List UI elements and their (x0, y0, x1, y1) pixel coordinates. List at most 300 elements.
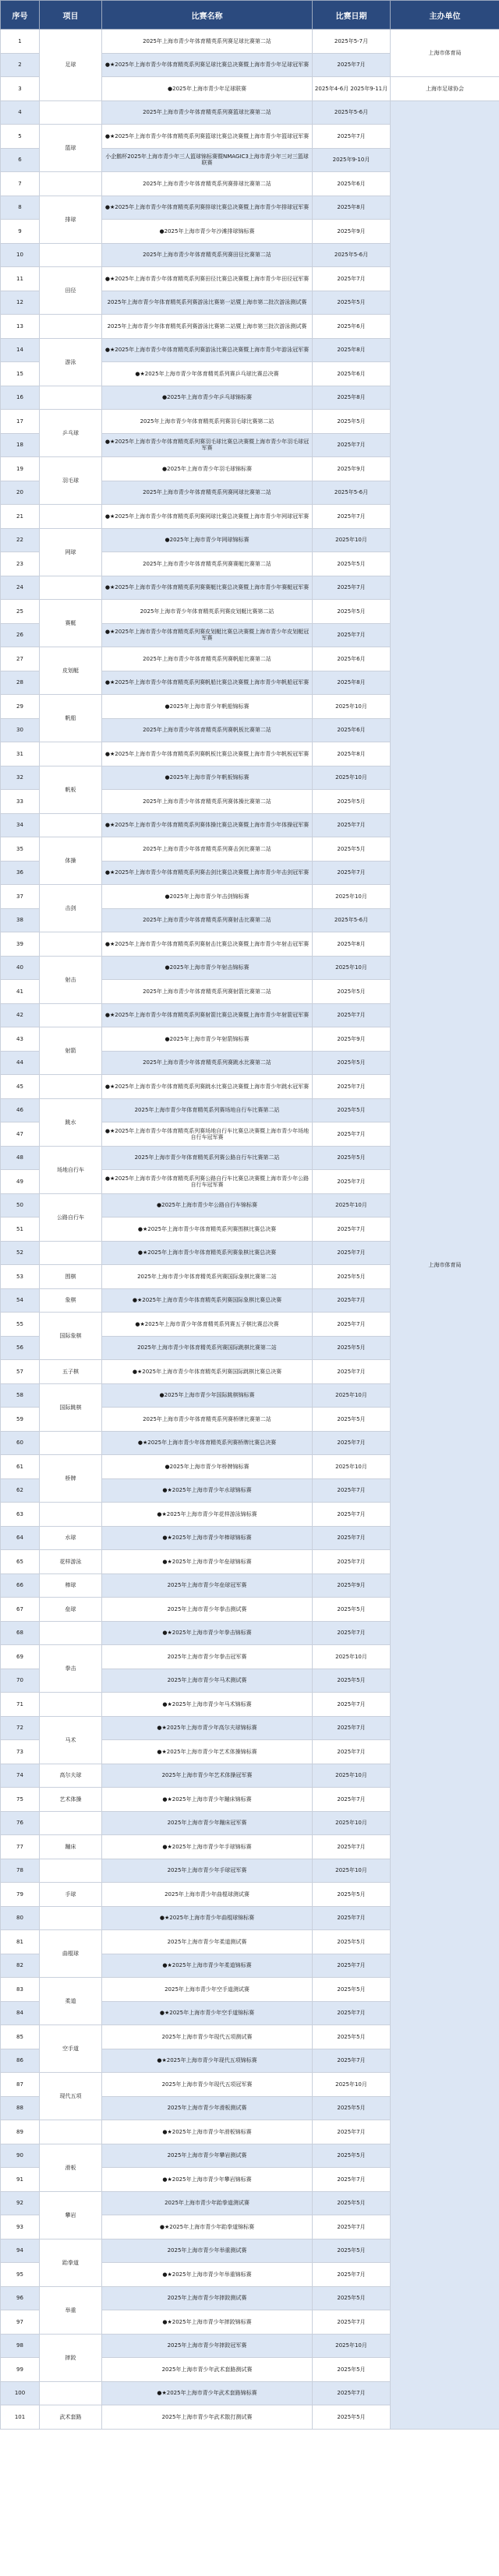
competition-date: 2025年5月 (313, 980, 391, 1004)
project-cell: 拳击 (40, 1645, 102, 1693)
row-number: 64 (1, 1526, 40, 1550)
row-number: 41 (1, 980, 40, 1004)
competition-name: ●★2025年上海市青少年体育精英系列赛桥牌比赛总决赛 (102, 1431, 313, 1455)
table-row (1, 30, 499, 54)
competition-date: 2025年7月 (313, 1075, 391, 1099)
project-cell: 足球 (40, 30, 102, 101)
competition-name: 2025年上海市青少年体育精英系列赛羽毛球比赛第二站 (102, 410, 313, 434)
competition-date: 2025年5-6月 (313, 243, 391, 267)
table-row (1, 100, 499, 125)
competition-name: 2025年上海市青少年马术测试赛 (102, 1669, 313, 1693)
competition-date: 2025年7月 (313, 1478, 391, 1503)
row-number: 91 (1, 2168, 40, 2192)
competition-date: 2025年7月 (313, 505, 391, 529)
competition-name: 2025年上海市青少年体育精英系列赛国际象棋比赛第二站 (102, 1265, 313, 1289)
competition-date: 2025年10月 (313, 1764, 391, 1788)
competition-name: 2025年上海市青少年拳击冠军赛 (102, 1645, 313, 1669)
project-cell: 蹦床 (40, 1835, 102, 1859)
project-cell: 田径 (40, 267, 102, 315)
competition-date: 2025年7月 (313, 2168, 391, 2192)
row-number: 97 (1, 2310, 40, 2335)
competition-date: 2025年7月 (313, 1313, 391, 1337)
row-number: 3 (1, 77, 40, 101)
row-number: 51 (1, 1218, 40, 1242)
project-cell (40, 1811, 102, 1835)
competition-date: 2025年7月 (313, 267, 391, 291)
row-number: 5 (1, 125, 40, 149)
competition-name: ●★2025年上海市青少年体育精英系列赛帆板比赛总决赛暨上海市青少年帆板冠军赛 (102, 742, 313, 766)
competition-date: 2025年7月 (313, 2381, 391, 2405)
competition-name: 2025年上海市青少年体育精英系列赛击剑比赛第二站 (102, 837, 313, 862)
row-number: 50 (1, 1193, 40, 1218)
project-cell: 空手道 (40, 2025, 102, 2073)
competition-date: 2025年5月 (313, 790, 391, 814)
row-number: 99 (1, 2358, 40, 2382)
row-number: 101 (1, 2405, 40, 2430)
competition-name: ●★2025年上海市青少年艺术体操锦标赛 (102, 1740, 313, 1764)
row-number: 25 (1, 600, 40, 624)
competition-name: 2025年上海市青少年体育精英系列赛皮划艇比赛第二站 (102, 600, 313, 624)
competition-name: ●★2025年上海市青少年体育精英系列赛皮划艇比赛总决赛暨上海市青少年皮划艇冠军赛 (102, 623, 313, 647)
row-number: 48 (1, 1146, 40, 1170)
project-cell (40, 505, 102, 529)
competition-date: 2025年5月 (313, 1051, 391, 1075)
competition-date: 2025年7月 (313, 1431, 391, 1455)
project-cell (40, 172, 102, 196)
project-cell: 击剑 (40, 885, 102, 932)
row-number: 93 (1, 2215, 40, 2239)
competition-name: 2025年上海市青少年拳击测试赛 (102, 1598, 313, 1622)
row-number: 86 (1, 2049, 40, 2073)
competition-date: 2025年9月 (313, 220, 391, 244)
project-cell (40, 100, 102, 125)
competition-date: 2025年7月 (313, 2049, 391, 2073)
competition-date: 2025年5月 (313, 1978, 391, 2002)
competition-name: 2025年上海市青少年武术套路测试赛 (102, 2358, 313, 2382)
competition-date: 2025年7月 (313, 2215, 391, 2239)
competition-date: 2025年7月 (313, 2310, 391, 2335)
competition-name: ●★2025年上海市青少年体育精英系列赛跳水比赛总决赛暨上海市青少年跳水冠军赛 (102, 1075, 313, 1099)
row-number: 77 (1, 1835, 40, 1859)
competition-date: 2025年7月 (313, 1716, 391, 1740)
row-number: 96 (1, 2286, 40, 2310)
competition-date: 2025年10月 (313, 2073, 391, 2097)
competition-date: 2025年7月 (313, 623, 391, 647)
row-number: 82 (1, 1954, 40, 1978)
header-host: 主办单位 (391, 1, 499, 30)
competition-date: 2025年7月 (313, 1503, 391, 1527)
project-cell: 游泳 (40, 338, 102, 386)
competition-name: 2025年上海市青少年体育精英系列赛射击比赛第二站 (102, 908, 313, 932)
competition-name: ●★2025年上海市青少年体育精英系列赛乒乓球比赛总决赛 (102, 362, 313, 386)
competition-name: ●★2025年上海市青少年体育精英系列赛击剑比赛总决赛暨上海市青少年击剑冠军赛 (102, 861, 313, 885)
competition-date: 2025年7月 (313, 1906, 391, 1930)
row-number: 40 (1, 956, 40, 980)
competition-date: 2025年9月 (313, 1027, 391, 1052)
competition-name: ●2025年上海市青少年击剑锦标赛 (102, 885, 313, 909)
project-cell: 滑板 (40, 2144, 102, 2191)
project-cell (40, 2120, 102, 2144)
header-name: 比赛名称 (102, 1, 313, 30)
competition-name: 2025年上海市青少年体育精英系列赛帆船比赛第二站 (102, 647, 313, 671)
row-number: 32 (1, 766, 40, 790)
competition-date: 2025年5-7月 (313, 30, 391, 54)
row-number: 49 (1, 1170, 40, 1194)
header-date: 比赛日期 (313, 1, 391, 30)
competition-name: 2025年上海市青少年体育精英系列赛足球比赛第二站 (102, 30, 313, 54)
competition-name: ●★2025年上海市青少年举重锦标赛 (102, 2263, 313, 2287)
competition-date: 2025年7月 (313, 53, 391, 77)
competition-date: 2025年5月 (313, 1408, 391, 1432)
competition-name: ●★2025年上海市青少年空手道锦标赛 (102, 2001, 313, 2025)
row-number: 11 (1, 267, 40, 291)
row-number: 28 (1, 671, 40, 695)
competition-name: 2025年上海市青少年体育精英系列赛帆板比赛第二站 (102, 718, 313, 742)
competition-date: 2025年5-6月 (313, 481, 391, 505)
competition-name: 2025年上海市青少年体育精英系列赛赛艇比赛第二站 (102, 552, 313, 576)
table-body (1, 30, 499, 2430)
row-number: 78 (1, 1859, 40, 1883)
competition-name: ●★2025年上海市青少年体育精英系列赛围棋比赛总决赛 (102, 1218, 313, 1242)
competition-name: 2025年上海市青少年体育精英系列赛公路自行车比赛第二站 (102, 1146, 313, 1170)
row-number: 71 (1, 1693, 40, 1717)
project-cell: 手球 (40, 1883, 102, 1907)
row-number: 1 (1, 30, 40, 54)
project-cell: 场地自行车 (40, 1146, 102, 1193)
project-cell (40, 1859, 102, 1883)
competition-date: 2025年10月 (313, 956, 391, 980)
competition-name: ●★2025年上海市青少年高尔夫球锦标赛 (102, 1716, 313, 1740)
competition-name: 2025年上海市青少年体育精英系列赛体操比赛第二站 (102, 790, 313, 814)
project-cell: 垒球 (40, 1598, 102, 1622)
row-number: 27 (1, 647, 40, 671)
competition-name: ●★2025年上海市青少年体育精英系列赛田径比赛总决赛暨上海市青少年田径冠军赛 (102, 267, 313, 291)
competition-date: 2025年9月 (313, 457, 391, 481)
competition-date: 2025年7月 (313, 125, 391, 149)
competition-date: 2025年10月 (313, 2334, 391, 2358)
competition-date: 2025年7月 (313, 1170, 391, 1194)
project-cell (40, 1693, 102, 1717)
competition-date: 2025年5月 (313, 2239, 391, 2263)
row-number: 46 (1, 1098, 40, 1122)
competition-name: ●★2025年上海市青少年体育精英系列赛羽毛球比赛总决赛暨上海市青少年羽毛球冠军赛 (102, 433, 313, 457)
competition-name: ●2025年上海市青少年射击锦标赛 (102, 956, 313, 980)
competition-date: 2025年4-6月 2025年9-11月 (313, 77, 391, 101)
project-cell (40, 813, 102, 837)
project-cell: 围棋 (40, 1265, 102, 1289)
row-number: 34 (1, 813, 40, 837)
project-cell: 攀岩 (40, 2191, 102, 2239)
competition-name: ●★2025年上海市青少年手球锦标赛 (102, 1835, 313, 1859)
competition-date: 2025年5月 (313, 2286, 391, 2310)
row-number: 65 (1, 1550, 40, 1574)
competition-date: 2025年7月 (313, 1788, 391, 1812)
project-cell: 五子棋 (40, 1360, 102, 1384)
competition-date: 2025年10月 (313, 885, 391, 909)
row-number: 92 (1, 2191, 40, 2215)
competition-name: ●2025年上海市青少年国际跳棋锦标赛 (102, 1383, 313, 1408)
project-cell: 篮球 (40, 125, 102, 172)
competition-name: ●2025年上海市青少年射箭锦标赛 (102, 1027, 313, 1052)
project-cell: 乒乓球 (40, 410, 102, 457)
row-number: 17 (1, 410, 40, 434)
competition-name: 2025年上海市青少年体育精英系列赛桥牌比赛第二站 (102, 1408, 313, 1432)
row-number: 23 (1, 552, 40, 576)
project-cell (40, 1906, 102, 1930)
project-cell: 桥牌 (40, 1455, 102, 1503)
row-number: 100 (1, 2381, 40, 2405)
competition-date: 2025年6月 (313, 172, 391, 196)
competition-date: 2025年7月 (313, 1218, 391, 1242)
competition-date: 2025年5月 (313, 2358, 391, 2382)
row-number: 55 (1, 1313, 40, 1337)
competition-name: ●★2025年上海市青少年曲棍球锦标赛 (102, 1906, 313, 1930)
row-number: 70 (1, 1669, 40, 1693)
header-no: 序号 (1, 1, 40, 30)
competition-name: 2025年上海市青少年艺术体操冠军赛 (102, 1764, 313, 1788)
competition-name: 2025年上海市青少年体育精英系列赛游泳比赛第一站暨上海市第二批次游泳测试赛 (102, 291, 313, 315)
competition-name: 2025年上海市青少年手球冠军赛 (102, 1859, 313, 1883)
competition-name: ●★2025年上海市青少年蹦床锦标赛 (102, 1788, 313, 1812)
competition-date: 2025年7月 (313, 1003, 391, 1027)
competition-date: 2025年5月 (313, 1098, 391, 1122)
competition-date: 2025年7月 (313, 1288, 391, 1313)
row-number: 67 (1, 1598, 40, 1622)
project-cell (40, 1621, 102, 1645)
host-organization: 上海市足球协会 (391, 77, 499, 101)
project-cell: 体操 (40, 837, 102, 885)
project-cell (40, 742, 102, 766)
row-number: 6 (1, 148, 40, 172)
competition-name: ●2025年上海市青少年网球锦标赛 (102, 528, 313, 552)
row-number: 35 (1, 837, 40, 862)
row-number: 56 (1, 1336, 40, 1360)
competition-date: 2025年5月 (313, 2144, 391, 2168)
competition-name: 2025年上海市青少年摔跤测试赛 (102, 2286, 313, 2310)
competition-name: 2025年上海市青少年武术散打测试赛 (102, 2405, 313, 2430)
competition-date: 2025年5月 (313, 2025, 391, 2049)
project-cell: 帆板 (40, 766, 102, 813)
competition-date: 2025年7月 (313, 1526, 391, 1550)
competition-date: 2025年8月 (313, 932, 391, 957)
project-cell (40, 1075, 102, 1099)
project-cell: 高尔夫球 (40, 1764, 102, 1788)
row-number: 73 (1, 1740, 40, 1764)
project-cell: 排球 (40, 196, 102, 243)
project-cell (40, 932, 102, 957)
competition-date: 2025年5月 (313, 1669, 391, 1693)
competition-name: 2025年上海市青少年曲棍球测试赛 (102, 1883, 313, 1907)
project-cell: 柔道 (40, 1978, 102, 2025)
competition-date: 2025年9-10月 (313, 148, 391, 172)
competition-date: 2025年8月 (313, 338, 391, 362)
row-number: 18 (1, 433, 40, 457)
competition-date: 2025年7月 (313, 433, 391, 457)
row-number: 58 (1, 1383, 40, 1408)
row-number: 33 (1, 790, 40, 814)
row-number: 39 (1, 932, 40, 957)
row-number: 76 (1, 1811, 40, 1835)
competition-date: 2025年7月 (313, 861, 391, 885)
row-number: 57 (1, 1360, 40, 1384)
competition-date: 2025年8月 (313, 671, 391, 695)
row-number: 9 (1, 220, 40, 244)
row-number: 80 (1, 1906, 40, 1930)
row-number: 62 (1, 1478, 40, 1503)
competition-name: ●★2025年上海市青少年现代五项锦标赛 (102, 2049, 313, 2073)
competition-name: ●★2025年上海市青少年武术套路锦标赛 (102, 2381, 313, 2405)
row-number: 31 (1, 742, 40, 766)
header-project: 项目 (40, 1, 102, 30)
competition-date: 2025年8月 (313, 386, 391, 410)
competition-date: 2025年7月 (313, 2001, 391, 2025)
competition-name: ●★2025年上海市青少年体育精英系列赛射箭比赛总决赛暨上海市青少年射箭冠军赛 (102, 1003, 313, 1027)
project-cell (40, 315, 102, 339)
competition-name: ●2025年上海市青少年帆板锦标赛 (102, 766, 313, 790)
competition-name: 2025年上海市青少年摔跤冠军赛 (102, 2334, 313, 2358)
competition-name: ●★2025年上海市青少年体育精英系列赛排球比赛总决赛暨上海市青少年排球冠军赛 (102, 196, 313, 220)
competition-name: 2025年上海市青少年空手道测试赛 (102, 1978, 313, 2002)
competition-date: 2025年6月 (313, 718, 391, 742)
row-number: 15 (1, 362, 40, 386)
project-cell (40, 243, 102, 267)
competition-name: ●★2025年上海市青少年体育精英系列赛国际跳棋比赛总决赛 (102, 1360, 313, 1384)
competition-name: ●2025年上海市青少年公路自行车锦标赛 (102, 1193, 313, 1218)
host-organization: 上海市体育局 (391, 100, 499, 2429)
project-cell (40, 1241, 102, 1265)
row-number: 72 (1, 1716, 40, 1740)
competition-date: 2025年5月 (313, 1265, 391, 1289)
row-number: 52 (1, 1241, 40, 1265)
row-number: 66 (1, 1573, 40, 1598)
row-number: 42 (1, 1003, 40, 1027)
row-number: 83 (1, 1978, 40, 2002)
project-cell: 跳水 (40, 1098, 102, 1146)
competition-name: 2025年上海市青少年攀岩测试赛 (102, 2144, 313, 2168)
row-number: 7 (1, 172, 40, 196)
project-cell: 举重 (40, 2286, 102, 2334)
competition-name: 小企鹅杯2025年上海市青少年三人篮球锦标赛暨NMAGIC3上海市青少年三对三篮球联赛 (102, 148, 313, 172)
competition-name: ●★2025年上海市青少年体育精英系列赛帆船比赛总决赛暨上海市青少年帆船冠军赛 (102, 671, 313, 695)
competition-date: 2025年10月 (313, 1645, 391, 1669)
project-cell: 国际跳棋 (40, 1383, 102, 1431)
row-number: 63 (1, 1503, 40, 1527)
competition-name: ●★2025年上海市青少年花样游泳锦标赛 (102, 1503, 313, 1527)
competition-name: 2025年上海市青少年体育精英系列赛排球比赛第二站 (102, 172, 313, 196)
row-number: 36 (1, 861, 40, 885)
row-number: 22 (1, 528, 40, 552)
host-organization: 上海市体育局 (391, 30, 499, 77)
competition-date: 2025年10月 (313, 766, 391, 790)
row-number: 26 (1, 623, 40, 647)
project-cell: 花样游泳 (40, 1550, 102, 1574)
competition-date: 2025年10月 (313, 695, 391, 719)
competition-name: 2025年上海市青少年柔道测试赛 (102, 1930, 313, 1954)
row-number: 88 (1, 2096, 40, 2120)
competition-date: 2025年8月 (313, 196, 391, 220)
competition-date: 2025年7月 (313, 1740, 391, 1764)
competition-date: 2025年5月 (313, 1146, 391, 1170)
competition-date: 2025年5月 (313, 552, 391, 576)
project-cell: 射击 (40, 956, 102, 1003)
competition-name: ●★2025年上海市青少年跆拳道锦标赛 (102, 2215, 313, 2239)
competition-name: ●★2025年上海市青少年体育精英系列赛网球比赛总决赛暨上海市青少年网球冠军赛 (102, 505, 313, 529)
competition-date: 2025年5月 (313, 1336, 391, 1360)
competition-name: ●★2025年上海市青少年水球锦标赛 (102, 1478, 313, 1503)
competition-name: ●★2025年上海市青少年体育精英系列赛象棋比赛总决赛 (102, 1241, 313, 1265)
competition-name: ●★2025年上海市青少年滑板锦标赛 (102, 2120, 313, 2144)
competition-name: ●★2025年上海市青少年体育精英系列赛足球比赛总决赛暨上海市青少年足球冠军赛 (102, 53, 313, 77)
competition-name: ●★2025年上海市青少年体育精英系列赛游泳比赛总决赛暨上海市青少年游泳冠军赛 (102, 338, 313, 362)
competition-date: 2025年7月 (313, 1241, 391, 1265)
competition-name: ●★2025年上海市青少年体育精英系列赛赛艇比赛总决赛暨上海市青少年赛艇冠军赛 (102, 576, 313, 600)
project-cell: 象棋 (40, 1288, 102, 1313)
project-cell (40, 2381, 102, 2405)
row-number: 12 (1, 291, 40, 315)
project-cell: 赛艇 (40, 600, 102, 647)
row-number: 79 (1, 1883, 40, 1907)
row-number: 43 (1, 1027, 40, 1052)
competition-name: ●★2025年上海市青少年攀岩锦标赛 (102, 2168, 313, 2192)
row-number: 94 (1, 2239, 40, 2263)
competition-date: 2025年7月 (313, 2120, 391, 2144)
competition-name: 2025年上海市青少年现代五项冠军赛 (102, 2073, 313, 2097)
competition-name: 2025年上海市青少年体育精英系列赛游泳比赛第二站暨上海市第三批次游泳测试赛 (102, 315, 313, 339)
competition-date: 2025年7月 (313, 1550, 391, 1574)
row-number: 19 (1, 457, 40, 481)
competition-date: 2025年5月 (313, 2191, 391, 2215)
row-number: 87 (1, 2073, 40, 2097)
competition-date: 2025年10月 (313, 1859, 391, 1883)
competition-date: 2025年5月 (313, 291, 391, 315)
competition-name: 2025年上海市青少年跆拳道测试赛 (102, 2191, 313, 2215)
competition-name: 2025年上海市青少年垒球冠军赛 (102, 1573, 313, 1598)
project-cell (40, 386, 102, 410)
row-number: 59 (1, 1408, 40, 1432)
project-cell: 公路自行车 (40, 1193, 102, 1241)
competition-date: 2025年6月 (313, 362, 391, 386)
row-number: 14 (1, 338, 40, 362)
competition-name: ●★2025年上海市青少年体育精英系列赛公路自行车比赛总决赛暨上海市青少年公路自行车冠军赛 (102, 1170, 313, 1194)
project-cell (40, 576, 102, 600)
competition-name: 2025年上海市青少年体育精英系列赛网球比赛第二站 (102, 481, 313, 505)
row-number: 95 (1, 2263, 40, 2287)
competition-name: 2025年上海市青少年体育精英系列赛国际跳棋比赛第二站 (102, 1336, 313, 1360)
header-row (1, 1, 499, 30)
row-number: 30 (1, 718, 40, 742)
project-cell: 马术 (40, 1716, 102, 1764)
row-number: 13 (1, 315, 40, 339)
competition-date: 2025年5月 (313, 410, 391, 434)
project-cell: 艺术体操 (40, 1788, 102, 1812)
competition-name: 2025年上海市青少年举重测试赛 (102, 2239, 313, 2263)
row-number: 68 (1, 1621, 40, 1645)
competition-date: 2025年5月 (313, 1930, 391, 1954)
competition-name: ●2025年上海市青少年乒乓球锦标赛 (102, 386, 313, 410)
project-cell: 现代五项 (40, 2073, 102, 2120)
project-cell (40, 1431, 102, 1455)
competition-name: 2025年上海市青少年体育精英系列赛场地自行车比赛第二站 (102, 1098, 313, 1122)
competition-name: ●★2025年上海市青少年体育精英系列赛射击比赛总决赛暨上海市青少年射击冠军赛 (102, 932, 313, 957)
project-cell: 国际象棋 (40, 1313, 102, 1360)
competition-date: 2025年10月 (313, 1811, 391, 1835)
competition-name: ●★2025年上海市青少年体育精英系列赛国际象棋比赛总决赛 (102, 1288, 313, 1313)
competition-date: 2025年8月 (313, 742, 391, 766)
competition-name: ●2025年上海市青少年桥牌锦标赛 (102, 1455, 313, 1479)
competition-date: 2025年6月 (313, 647, 391, 671)
competition-date: 2025年7月 (313, 1693, 391, 1717)
row-number: 47 (1, 1122, 40, 1147)
